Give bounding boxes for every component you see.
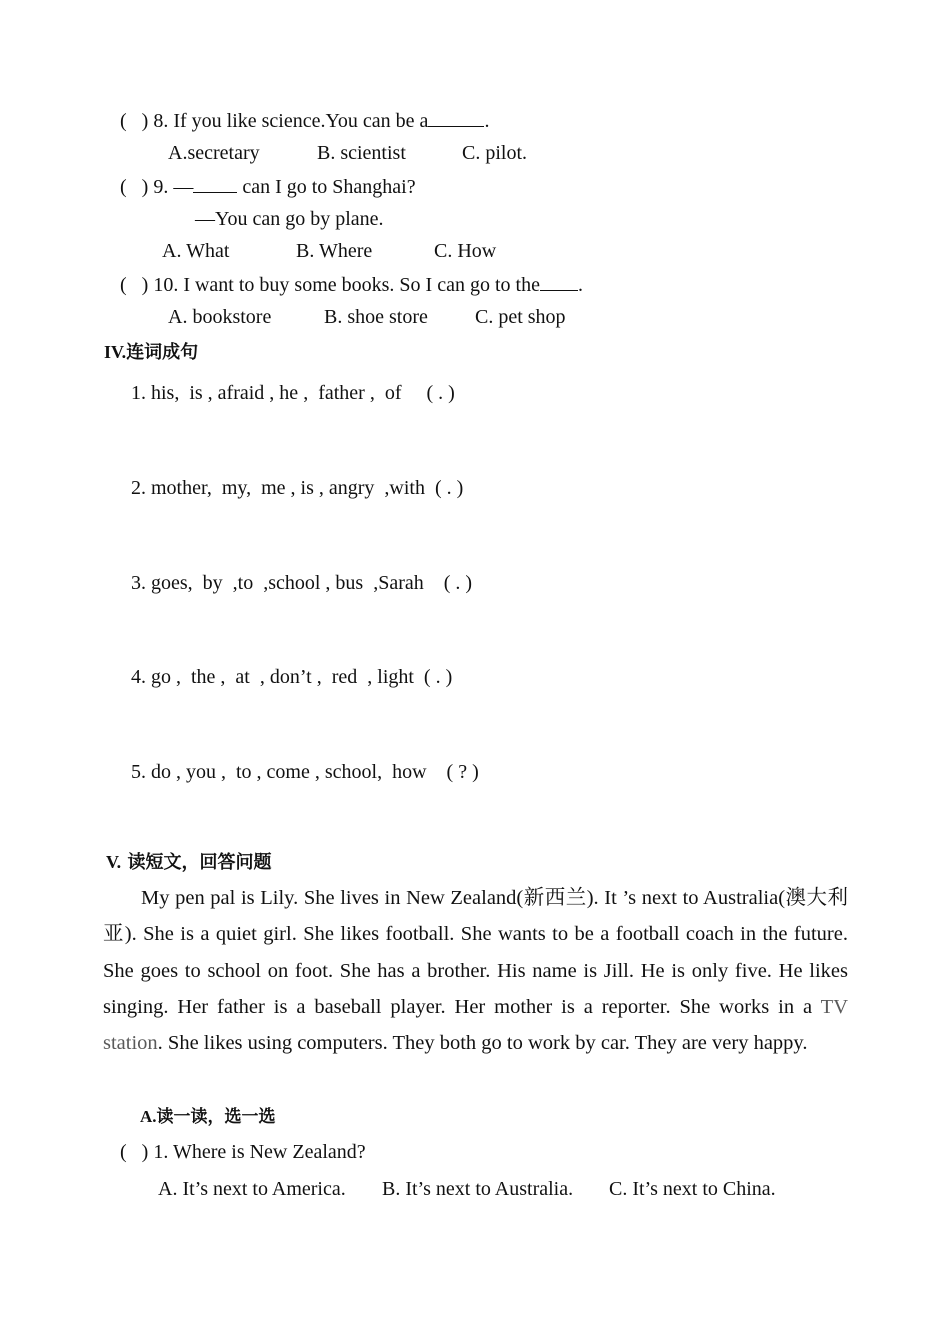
question-stem: 1. Where is New Zealand?	[153, 1141, 366, 1163]
section-4-number: IV.	[104, 342, 127, 362]
question-8-option-a: A.secretary	[168, 142, 260, 164]
question-8-option-b: B. scientist	[317, 142, 406, 164]
reading-question-1-option-a: A. It’s next to America.	[158, 1178, 346, 1200]
question-8-option-c: C. pilot.	[462, 142, 528, 164]
section-4-title: 连词成句	[126, 342, 199, 363]
section-5-heading	[106, 851, 271, 874]
passage-text-end: . She likes using computers. They both go to work by car. They are very happy.	[157, 1032, 808, 1055]
question-10-option-c: C. pet shop	[475, 306, 566, 328]
sentence-item-1: 1. his, is , afraid , he , father , of ( . )	[131, 382, 455, 404]
question-10	[120, 272, 583, 297]
reading-question-1-option-c: C. It’s next to China.	[609, 1178, 776, 1200]
answer-blank	[428, 108, 484, 127]
passage-text: My pen pal is Lily. She lives in New Zealand(新西兰). It ’s next to Australia(澳大利亚). She is a quiet girl. She likes football. She wants to be a football coach in the future. She goes to school on foot. She has a brother. His name is Jill. He is only five. He likes singing. Her father is a baseball player. Her mother is a reporter. She works in a	[103, 887, 848, 1018]
answer-paren[interactable]: ( )	[120, 274, 149, 296]
passage-highlight: TV station	[103, 995, 848, 1055]
question-9-answer: —You can go by plane.	[195, 208, 384, 230]
question-8	[120, 108, 489, 133]
sentence-item-5: 5. do , you , to , come , school, how ( ? )	[131, 761, 479, 783]
section-4-heading	[104, 341, 198, 364]
subsection-a-heading	[140, 1106, 276, 1128]
question-9-option-c: C. How	[434, 240, 497, 262]
answer-blank	[540, 272, 578, 291]
subsection-a-letter: A.	[140, 1107, 157, 1126]
question-9-option-b: B. Where	[296, 240, 373, 262]
sentence-item-3: 3. goes, by ,to ,school , bus ,Sarah ( . )	[131, 572, 473, 594]
answer-paren[interactable]: ( )	[120, 110, 149, 132]
sentence-item-4: 4. go , the , at , don’t , red , light ( . )	[131, 666, 453, 688]
answer-paren[interactable]: ( )	[120, 176, 149, 198]
reading-question-1	[120, 1140, 366, 1164]
section-5-title: 读短文，回答问题	[127, 852, 272, 873]
question-9	[120, 174, 416, 199]
sentence-item-2: 2. mother, my, me , is , angry ,with ( . )	[131, 477, 464, 499]
question-stem: 8. If you like science.You can be a	[153, 110, 429, 132]
subsection-a-title: 读一读，选一选	[156, 1107, 276, 1127]
answer-blank	[193, 174, 237, 193]
reading-question-1-option-b: B. It’s next to Australia.	[382, 1178, 574, 1200]
question-stem-end: .	[577, 274, 583, 296]
question-10-option-a: A. bookstore	[168, 306, 272, 328]
question-10-option-b: B. shoe store	[324, 306, 428, 328]
question-stem-end: can I go to Shanghai?	[237, 176, 416, 198]
answer-paren[interactable]: ( )	[120, 1141, 149, 1163]
question-9-option-a: A. What	[162, 240, 230, 262]
question-stem: 10. I want to buy some books. So I can go to the	[153, 274, 540, 296]
question-stem: 9. —	[153, 176, 194, 198]
question-stem-end: .	[484, 110, 490, 132]
reading-passage	[103, 880, 848, 1061]
section-5-number: V.	[106, 852, 122, 872]
